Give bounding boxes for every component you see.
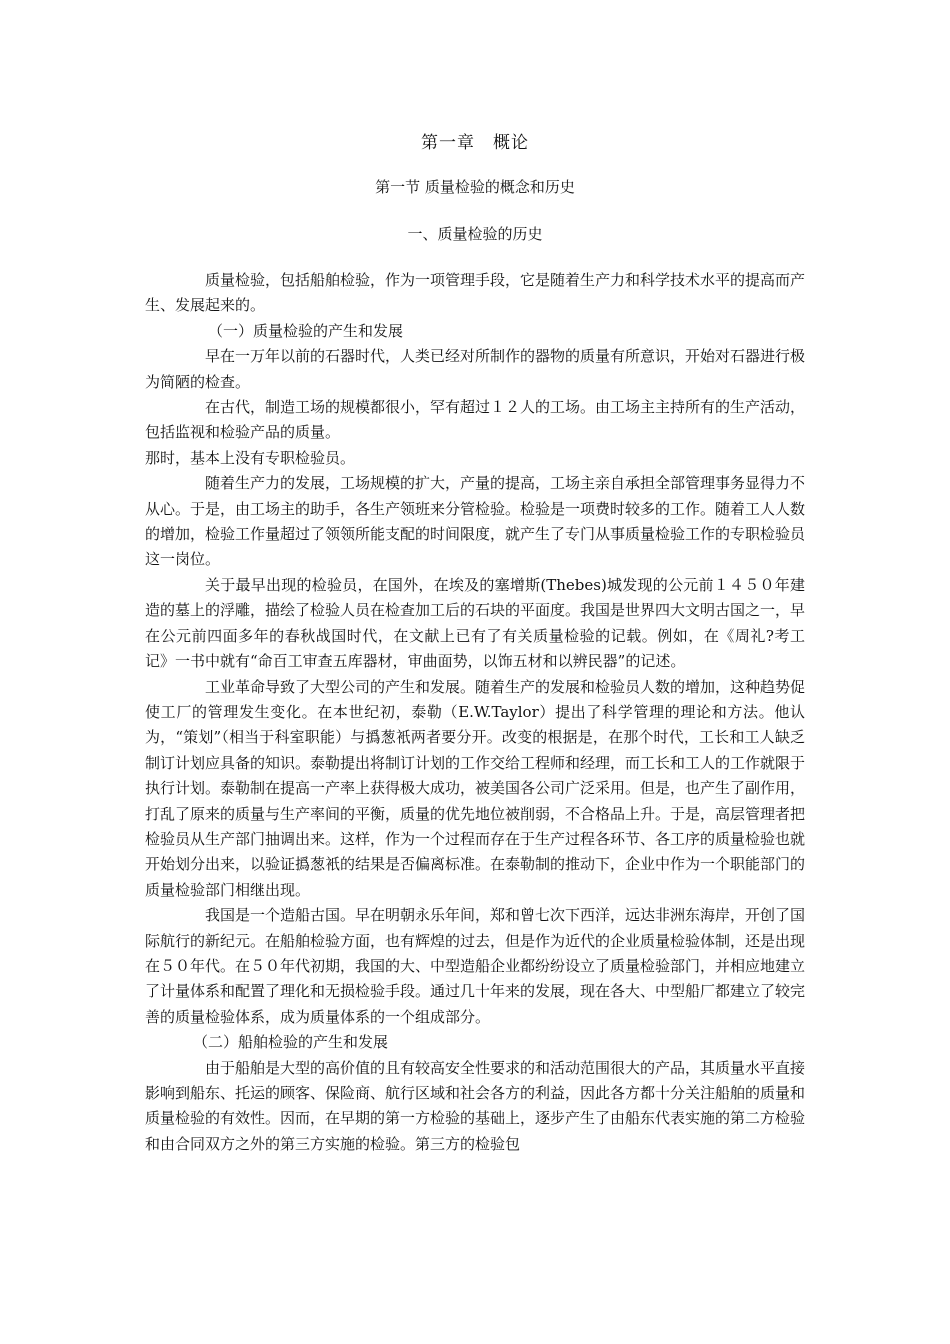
paragraph: 在古代，制造工场的规模都很小，罕有超过１２人的工场。由工场主主持所有的生产活动，包括监视和检验产品的质量。 xyxy=(145,398,806,442)
paragraph: 随着生产力的发展，工场规模的扩大，产量的提高，工场主亲自承担全部管理事务显得力不从心。于是，由工场主的助手，各生产领班来分管检验。检验是一项费时较多的工作。随着工人人数的增加，检验工作量超过了领领所能支配的时间限度，就产生了专门从事质量检验工作的专职检验员这一岗位。 xyxy=(145,474,806,569)
section-title: 第一节 质量检验的概念和历史 xyxy=(375,178,575,196)
subsection-title: 一、质量检验的历史 xyxy=(407,225,543,243)
chapter-title: 第一章 概论 xyxy=(421,133,529,153)
paragraph: 我国是一个造船古国。早在明朝永乐年间，郑和曾七次下西洋，远达非洲东海岸，开创了国际航行的新纪元。在船舶检验方面，也有辉煌的过去，但是作为近代的企业质量检验体制，还是出现在５０年代。在５０年代初期，我国的大、中型造船企业都纷纷设立了质量检验部门，并相应地建立了计量体系和配置了理化和无损检验手段。通过几十年来的发展，现在各大、中型船厂都建立了较完善的质量检验体系，成为质量体系的一个组成部分。 xyxy=(145,906,806,1026)
paragraph: 早在一万年以前的石器时代，人类已经对所制作的器物的质量有所意识，开始对石器进行极为简陋的检查。 xyxy=(145,347,806,391)
paragraph: 质量检验，包括船舶检验，作为一项管理手段，它是随着生产力和科学技术水平的提高而产生、发展起来的。 xyxy=(145,271,806,315)
paragraph: 工业革命导致了大型公司的产生和发展。随着生产的发展和检验员人数的增加，这种趋势促使工厂的管理发生变化。在本世纪初，泰勒（E.W.Taylor）提出了科学管理的理论和方法。他认为，“策划”（相当于科室职能）与撝葱衹两者要分开。改变的根据是，在那个时代，工长和工人缺乏制订计划应具备的知识。泰勒提出将制订计划的工作交给工程师和经理，而工长和工人的工作就限于执行计划。泰勒制在提高一产率上获得极大成功，被美国各公司广泛采用。但是，也产生了副作用，打乱了原来的质量与生产率间的平衡，质量的优先地位被削弱，不合格品上升。于是，高层管理者把检验员从生产部门抽调出来。这样，作为一个过程而存在于生产过程各环节、各工序的质量检验也就开始划分出来，以验证撝葱衹的结果是否偏离标准。在泰勒制的推动下，企业中作为一个职能部门的质量检验部门相继出现。 xyxy=(145,677,806,899)
paragraph: 关于最早出现的检验员，在国外，在埃及的塞增斯(Thebes)城发现的公元前１４５０年建造的墓上的浮雕，描绘了检验人员在检查加工后的石块的平面度。我国是世界四大文明古国之一，早在公元前四面多年的春秋战国时代，在文献上已有了有关质量检验的记载。例如，在《周礼?考工记》一书中就有“命百工审查五库器材，审曲面势，以饰五材和以辨民器”的记述。 xyxy=(145,575,806,671)
paragraph: 由于船舶是大型的高价值的且有较高安全性要求的和活动范围很大的产品，其质量水平直接影响到船东、托运的顾客、保险商、航行区域和社会各方的利益，因此各方都十分关注船舶的质量和质量检验的有效性。因而，在早期的第一方检验的基础上，逐步产生了由船东代表实施的第二方检验和由合同双方之外的第三方实施的检验。第三方的检验包 xyxy=(145,1058,806,1153)
subheading: （二）船舶检验的产生和发展 xyxy=(193,1033,389,1052)
paragraph: 那时，基本上没有专职检验员。 xyxy=(145,448,356,467)
subheading: （一）质量检验的产生和发展 xyxy=(208,321,404,340)
body-text xyxy=(145,268,805,1157)
